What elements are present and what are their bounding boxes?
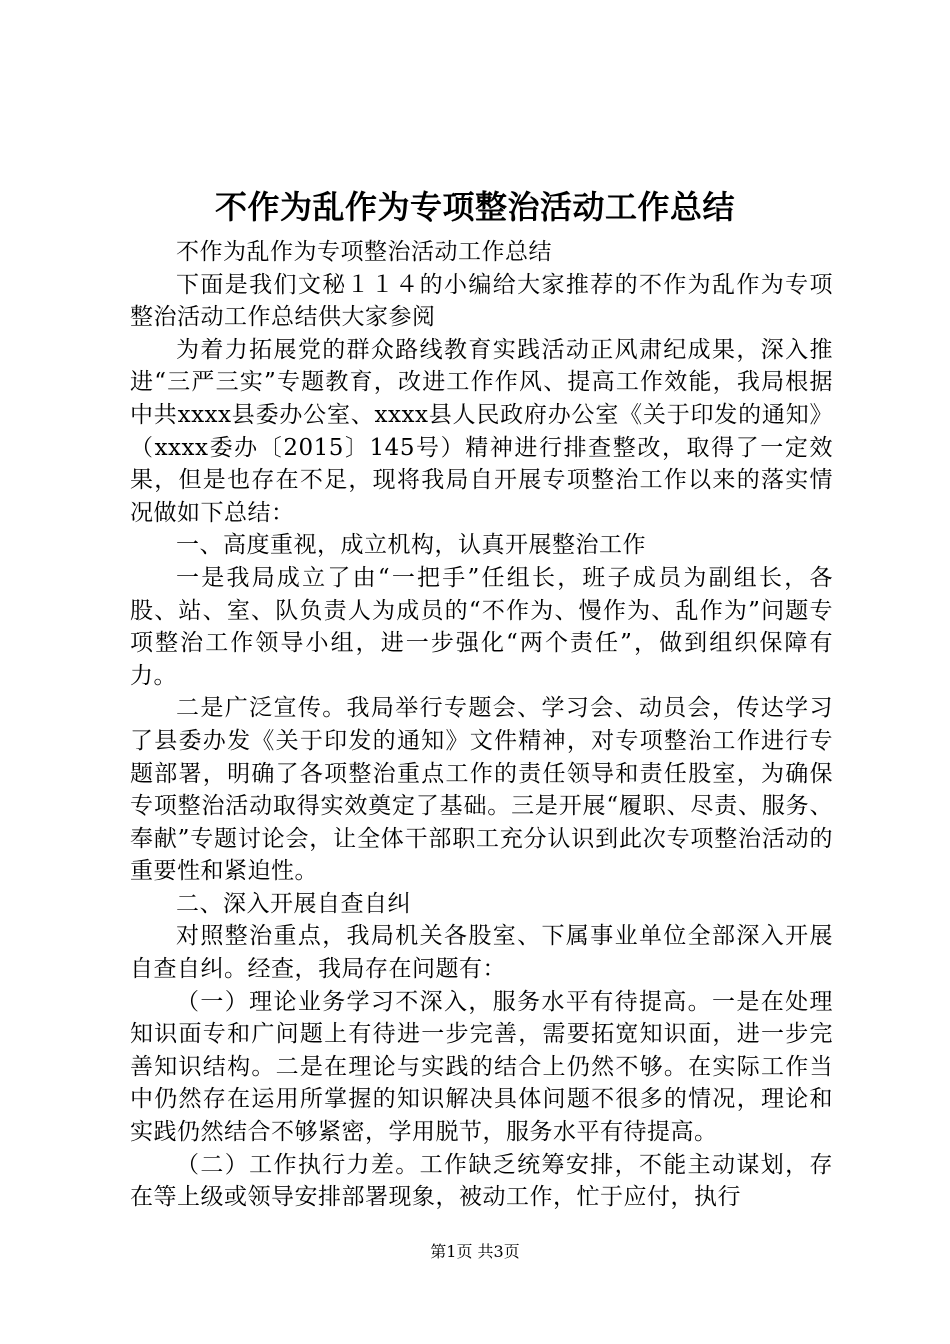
- paragraph-intro: 下面是我们文秘１１４的小编给大家推荐的不作为乱作为专项整治活动工作总结供大家参阅: [130, 271, 833, 331]
- paragraph-publicity: 二是广泛宣传。我局举行专题会、学习会、动员会，传达学习了县委办发《关于印发的通知》文件精神，对专项整治工作进行专题部署，明确了各项整治重点工作的责任领导和责任股室，为确保专项整治活动取得实效奠定了基础。三是开展“履职、尽责、服务、奉献”专题讨论会，让全体干部职工充分认识到此次专项整治活动的重要性和紧迫性。: [130, 695, 833, 885]
- paragraph-subtitle: 不作为乱作为专项整治活动工作总结: [176, 239, 552, 265]
- document-body: [130, 236, 833, 1214]
- paragraph-issue-1: （一）理论业务学习不深入，服务水平有待提高。一是在处理知识面专和广问题上有待进一步完善，需要拓宽知识面，进一步完善知识结构。二是在理论与实践的结合上仍然不够。在实际工作当中仍然存在运用所掌握的知识解决具体问题不很多的情况，理论和实践仍然结合不够紧密，学用脱节，服务水平有待提高。: [130, 988, 833, 1146]
- section-heading-1: 一、高度重视，成立机构，认真开展整治工作: [176, 532, 646, 559]
- paragraph-background: 为着力拓展党的群众路线教育实践活动正风肃纪成果，深入推进“三严三实”专题教育，改进工作作风、提高工作效能，我局根据中共xxxx县委办公室、xxxx县人民政府办公室《关于印发的通知》（xxxx委办〔2015〕145号）精神进行排查整改，取得了一定效果，但是也存在不足，现将我局自开展专项整治工作以来的落实情况做如下总结：: [130, 336, 833, 526]
- paragraph-self-check: 对照整治重点，我局机关各股室、下属事业单位全部深入开展自查自纠。经查，我局存在问题有：: [130, 923, 833, 983]
- page-footer: 第1页 共3页: [430, 1242, 520, 1261]
- document-title: 不作为乱作为专项整治活动工作总结: [214, 188, 735, 226]
- paragraph-leadership: 一是我局成立了由“一把手”任组长，班子成员为副组长，各股、站、室、队负责人为成员的“不作为、慢作为、乱作为”问题专项整治工作领导小组，进一步强化“两个责任”，做到组织保障有力。: [130, 564, 833, 689]
- paragraph-issue-2: （二）工作执行力差。工作缺乏统筹安排，不能主动谋划，存在等上级或领导安排部署现象，被动工作，忙于应付，执行: [130, 1151, 833, 1211]
- section-heading-2: 二、深入开展自查自纠: [176, 890, 411, 917]
